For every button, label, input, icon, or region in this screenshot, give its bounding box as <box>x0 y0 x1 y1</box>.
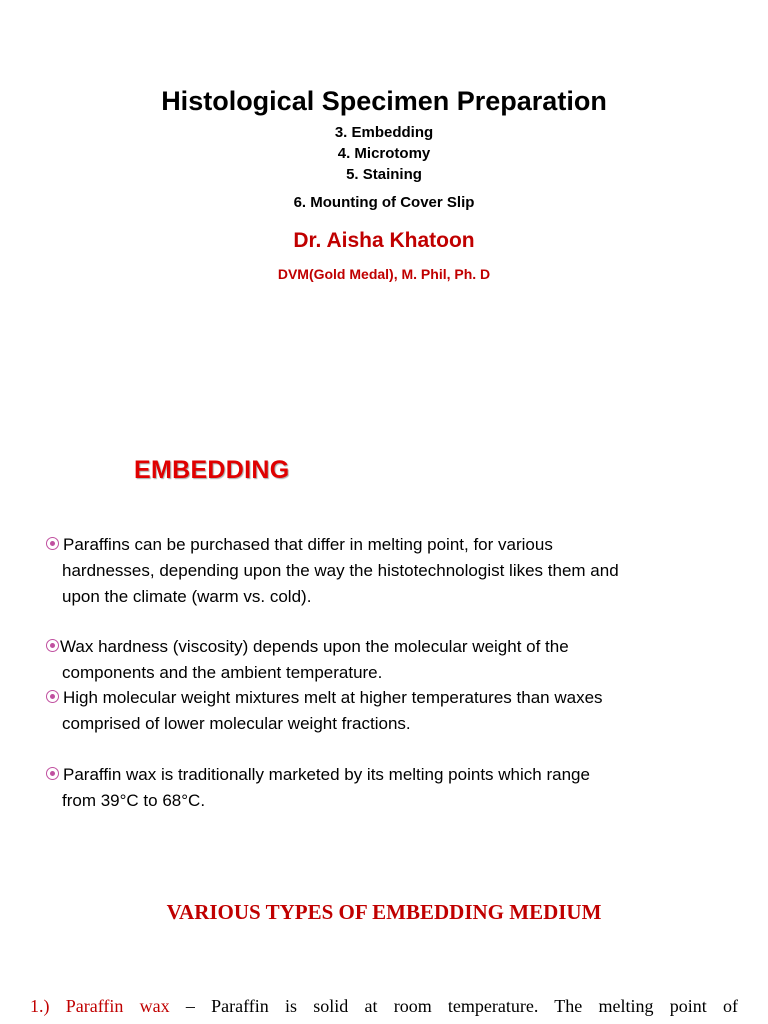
bullet-item <box>46 685 726 737</box>
topic-staining: 5. Staining <box>346 166 422 183</box>
topic-mounting: 6. Mounting of Cover Slip <box>293 194 475 211</box>
bullet-marker-icon <box>46 537 59 550</box>
bullet-line: High molecular weight mixtures melt at higher temperatures than waxes <box>63 688 603 707</box>
author-credentials: DVM(Gold Medal), M. Phil, Ph. D <box>277 266 491 282</box>
bullet-marker-icon <box>46 767 59 780</box>
bullet-item <box>46 532 726 610</box>
bullet-line: hardnesses, depending upon the way the histotechnologist likes them and <box>62 561 619 580</box>
bullet-line: Paraffin wax is traditionally marketed by its melting points which range <box>63 765 590 784</box>
page-title: Histological Specimen Preparation <box>161 86 607 116</box>
bullet-item <box>46 634 726 686</box>
section-heading: EMBEDDING <box>134 456 290 484</box>
author-name: Dr. Aisha Khatoon <box>293 229 475 252</box>
paragraph-text: – Paraffin is solid at room temperature. The melting point of <box>169 996 738 1016</box>
bullet-line: from 39°C to 68°C. <box>62 791 206 810</box>
bullet-marker-icon <box>46 639 59 652</box>
bullet-line: components and the ambient temperature. <box>62 663 383 682</box>
bullet-item <box>46 762 726 814</box>
bullet-line: comprised of lower molecular weight fractions. <box>62 714 411 733</box>
bullet-line: upon the climate (warm vs. cold). <box>62 587 312 606</box>
paragraph <box>30 996 738 1017</box>
topic-microtomy: 4. Microtomy <box>337 145 431 162</box>
paragraph-label: 1.) Paraffin wax <box>30 996 170 1016</box>
bullet-marker-icon <box>46 690 59 703</box>
section-subheading: VARIOUS TYPES OF EMBEDDING MEDIUM <box>166 900 602 924</box>
bullet-line: Paraffins can be purchased that differ in melting point, for various <box>63 535 553 554</box>
topic-embedding: 3. Embedding <box>334 124 434 141</box>
bullet-line: Wax hardness (viscosity) depends upon the molecular weight of the <box>60 637 569 656</box>
